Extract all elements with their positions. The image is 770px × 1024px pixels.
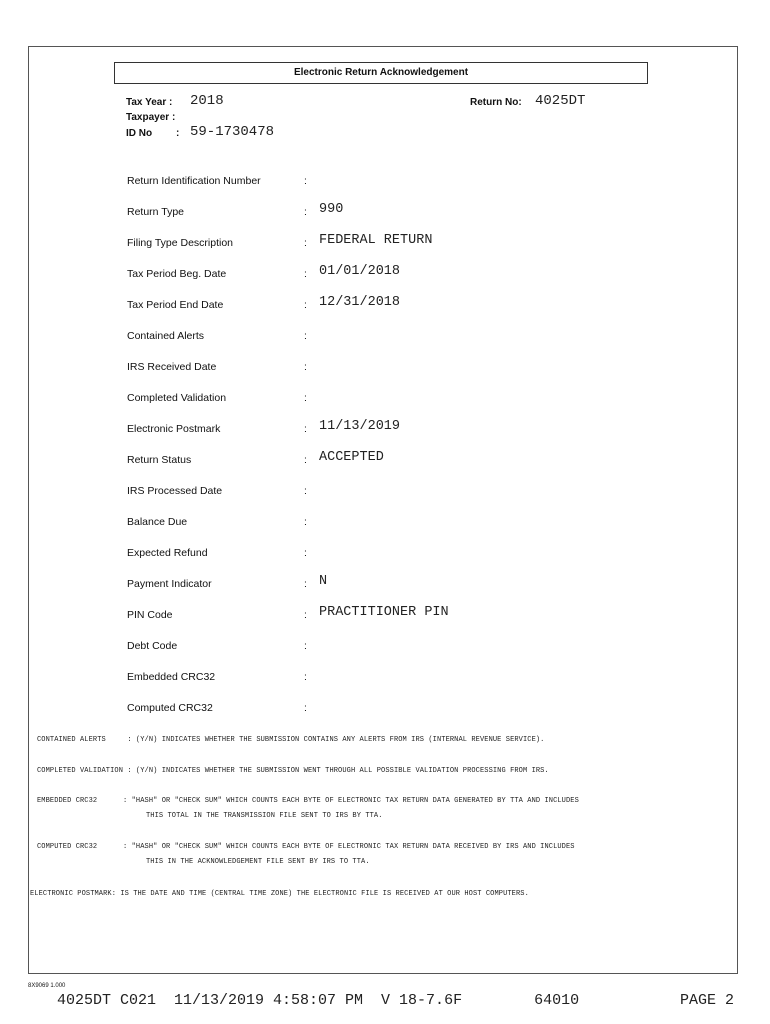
note-contained-alerts: CONTAINED ALERTS : (Y/N) INDICATES WHETHER THE SUBMISSION CONTAINS ANY ALERTS FROM IRS (INTERNAL REVENUE SERVICE).: [37, 736, 545, 744]
field-value: FEDERAL RETURN: [319, 233, 433, 248]
form-number: 8X9069 1.000: [28, 983, 66, 989]
field-colon: :: [304, 578, 307, 590]
field-label: Payment Indicator: [127, 578, 212, 590]
note-embedded-crc32: EMBEDDED CRC32 : "HASH" OR "CHECK SUM" WHICH COUNTS EACH BYTE OF ELECTRONIC TAX RETURN DATA GENERATED BY TTA AND INCLUDES: [37, 797, 579, 805]
note-embedded-crc32-cont: THIS TOTAL IN THE TRANSMISSION FILE SENT TO IRS BY TTA.: [146, 812, 383, 820]
field-colon: :: [304, 423, 307, 435]
id-no-colon: :: [176, 128, 180, 139]
field-colon: :: [304, 299, 307, 311]
field-colon: :: [304, 702, 307, 714]
field-colon: :: [304, 175, 307, 187]
field-colon: :: [304, 640, 307, 652]
field-label: Embedded CRC32: [127, 671, 216, 683]
field-value: 01/01/2018: [319, 264, 401, 279]
field-label: Tax Period Beg. Date: [127, 268, 227, 280]
field-label: IRS Processed Date: [127, 485, 223, 497]
tax-year-value: 2018: [190, 93, 224, 109]
field-colon: :: [304, 206, 307, 218]
return-no-value: 4025DT: [535, 93, 586, 109]
field-label: Return Identification Number: [127, 175, 261, 187]
field-label: Contained Alerts: [127, 330, 205, 342]
field-colon: :: [304, 454, 307, 466]
note-completed-validation: COMPLETED VALIDATION : (Y/N) INDICATES WHETHER THE SUBMISSION WENT THROUGH ALL POSSIBLE VALIDATION PROCESSING FROM IRS.: [37, 767, 549, 775]
taxpayer-label: Taxpayer :: [126, 112, 176, 123]
field-colon: :: [304, 330, 307, 342]
field-colon: :: [304, 671, 307, 683]
field-label: Tax Period End Date: [127, 299, 224, 311]
field-colon: :: [304, 609, 307, 621]
field-label: Balance Due: [127, 516, 188, 528]
field-colon: :: [304, 237, 307, 249]
field-value: ACCEPTED: [319, 450, 384, 465]
field-colon: :: [304, 547, 307, 559]
document-title: Electronic Return Acknowledgement: [114, 62, 648, 84]
note-computed-crc32-cont: THIS IN THE ACKNOWLEDGEMENT FILE SENT BY IRS TO TTA.: [146, 858, 370, 866]
field-label: Computed CRC32: [127, 702, 213, 714]
field-value: 12/31/2018: [319, 295, 401, 310]
id-no-value: 59-1730478: [190, 124, 275, 140]
field-label: Filing Type Description: [127, 237, 234, 249]
field-label: Completed Validation: [127, 392, 227, 404]
field-value: N: [319, 574, 328, 589]
field-colon: :: [304, 485, 307, 497]
field-colon: :: [304, 516, 307, 528]
field-value: PRACTITIONER PIN: [319, 605, 449, 620]
field-label: PIN Code: [127, 609, 173, 621]
field-value: 11/13/2019: [319, 419, 401, 434]
footer-line: 4025DT C021 11/13/2019 4:58:07 PM V 18-7.6F 64010: [57, 992, 580, 1009]
return-no-label: Return No:: [470, 97, 522, 108]
field-label: IRS Received Date: [127, 361, 217, 373]
tax-year-label: Tax Year :: [126, 97, 173, 108]
field-label: Debt Code: [127, 640, 178, 652]
field-value: 990: [319, 202, 344, 217]
page-number: PAGE 2: [680, 992, 735, 1009]
field-colon: :: [304, 268, 307, 280]
field-label: Expected Refund: [127, 547, 208, 559]
note-computed-crc32: COMPUTED CRC32 : "HASH" OR "CHECK SUM" WHICH COUNTS EACH BYTE OF ELECTRONIC TAX RETURN DATA RECEIVED BY IRS AND INCLUDES: [37, 843, 575, 851]
note-electronic-postmark: ELECTRONIC POSTMARK: IS THE DATE AND TIME (CENTRAL TIME ZONE) THE ELECTRONIC FILE IS RECEIVED AT OUR HOST COMPUTERS.: [30, 890, 529, 898]
field-colon: :: [304, 361, 307, 373]
field-colon: :: [304, 392, 307, 404]
field-label: Electronic Postmark: [127, 423, 221, 435]
id-no-label: ID No: [126, 128, 153, 139]
field-label: Return Status: [127, 454, 192, 466]
field-label: Return Type: [127, 206, 185, 218]
